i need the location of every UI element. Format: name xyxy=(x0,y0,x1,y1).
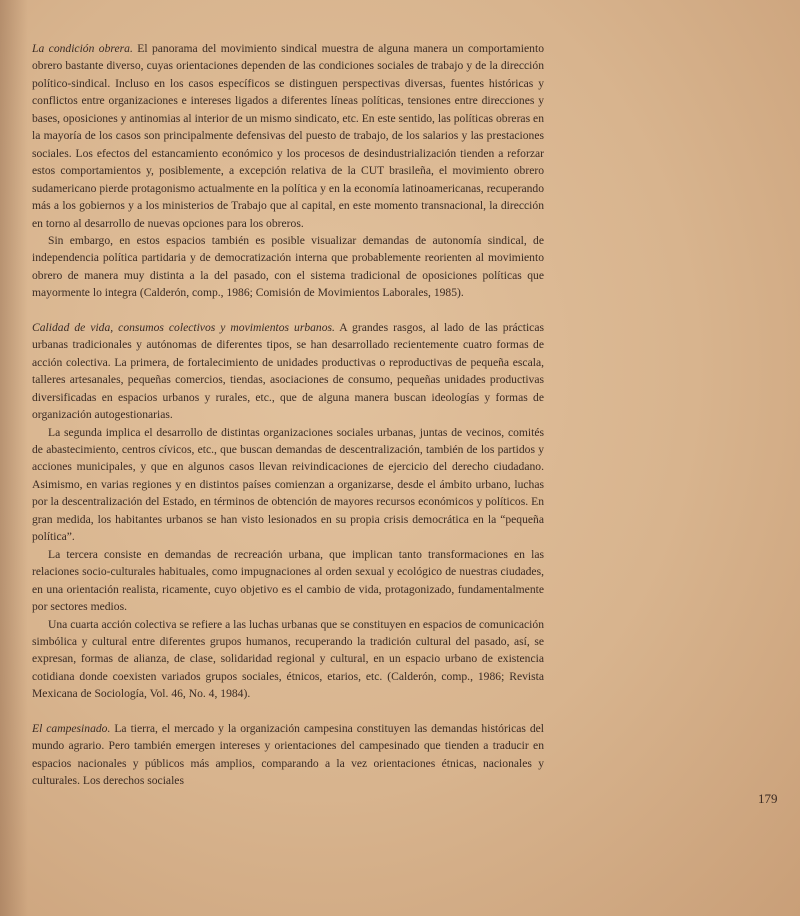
section-heading: La condición obrera. xyxy=(32,42,133,55)
body-text xyxy=(32,40,544,790)
paragraph xyxy=(32,232,544,302)
paragraph-campesinado xyxy=(32,720,544,790)
paragraph xyxy=(32,546,544,616)
section-heading: Calidad de vida, consumos colectivos y movimientos urbanos. xyxy=(32,320,335,334)
page-fold-shadow xyxy=(0,0,28,916)
paragraph-text: La tercera consiste en demandas de recreación urbana, que implican tanto transformaciones en las relaciones socio-culturales habituales, como impugnaciones al orden sexual y ecológico de nuestras ciudades, en una orientación realista, ricamente, cuyo objetivo es el cambio de vida, protagonizado, fundamentalmente por sectores medios. xyxy=(32,547,544,614)
paragraph-text: La tierra, el mercado y la organización campesina constituyen las demandas históricas del mundo agrario. Pero también emergen intereses y orientaciones del campesinado que tienden a traducir en espacios nacionales y públicos más amplios, comparando a la vez orientaciones étnicas, nacionales y culturales. Los derechos sociales xyxy=(32,721,545,788)
paragraph-condicion-obrera xyxy=(32,40,544,232)
paragraph-text: A grandes rasgos, al lado de las prácticas urbanas tradicionales y autónomas de diferentes tipos, se han desarrollado recientemente cuatro formas de acción colectiva. La primera, de fortalecimiento de unidades productivas o reproductivas de pequeña escala, talleres artesanales, pequeñas comercios, tiendas, asociaciones de consumo, pequeñas unidades productivas diversificadas en espacios urbanos y rurales, etc., que de alguna manera buscan ideologías y formas de organización autogestionarias. xyxy=(32,320,544,422)
paragraph-text: El panorama del movimiento sindical muestra de alguna manera un comportamiento obrero bastante diverso, cuyas orientaciones dependen de las condiciones sociales de trabajo y de la dirección político-sindical. Incluso en los casos específicos se distinguen perspectivas diversas, fuentes históricas y conflictos entre organizaciones e intereses ligados a diferentes líneas políticas, tensiones entre direcciones y bases, oposiciones y antinomias al interior de un mismo sindicato, etc. En este sentido, las políticas obreras en la mayoría de los casos son principalmente defensivas del puesto de trabajo, de los salarios y las prestaciones sociales. Los efectos del estancamiento económico y los procesos de desindustrialización tienden a reforzar estos comportamientos y, posiblemente, a excepción relativa de la CUT brasileña, el movimiento obrero sudamericano pierde protagonismo actualmente en la política y en la economía latinoamericanas, recuperando más a los gobiernos y a los ministerios de Trabajo que al capital, en este momento transnacional, la dirección en torno al desarrollo de nuevas opciones para los obreros. xyxy=(32,42,544,230)
paragraph-calidad-de-vida xyxy=(32,319,544,424)
paragraph xyxy=(32,616,544,703)
paragraph xyxy=(32,424,544,546)
paragraph-text: La segunda implica el desarrollo de distintas organizaciones sociales urbanas, juntas de vecinos, comités de abastecimiento, centros cívicos, etc., que buscan demandas de descentralización, también de los partidos y acciones municipales, y que en algunos casos llevan reivindicaciones de ejercicio del derecho ciudadano. Asimismo, en varias regiones y en distintos países comienzan a organizarse, desde el ámbito urbano, luchas por la descentralización del Estado, en términos de obtención de mayores recursos económicos y políticos. En gran medida, los habitantes urbanos se han visto lesionados en su propia crisis democrática en la “pequeña política”. xyxy=(32,425,544,544)
page-number: 179 xyxy=(758,791,778,806)
section-heading: El campesinado. xyxy=(32,721,111,735)
paragraph-text: Una cuarta acción colectiva se refiere a las luchas urbanas que se constituyen en espacios de comunicación simbólica y cultural entre diferentes grupos humanos, recuperando la tradición cultural del pasado, así, se expresan, formas de alianza, de clase, solidaridad regional y cultural, en un espacio urbano de existencia cotidiana donde coexisten variados grupos sociales, étnicos, etarios, etc. (Calderón, comp., 1986; Revista Mexicana de Sociología, Vol. 46, No. 4, 1984). xyxy=(32,617,544,701)
paragraph-text: Sin embargo, en estos espacios también es posible visualizar demandas de autonomía sindical, de independencia política partidaria y de democratización interna que probablemente reorienten al movimiento obrero de manera muy distinta a la del pasado, con el sistema tradicional de oposiciones políticas que mayormente lo integra (Calderón, comp., 1986; Comisión de Movimientos Laborales, 1985). xyxy=(32,233,544,300)
